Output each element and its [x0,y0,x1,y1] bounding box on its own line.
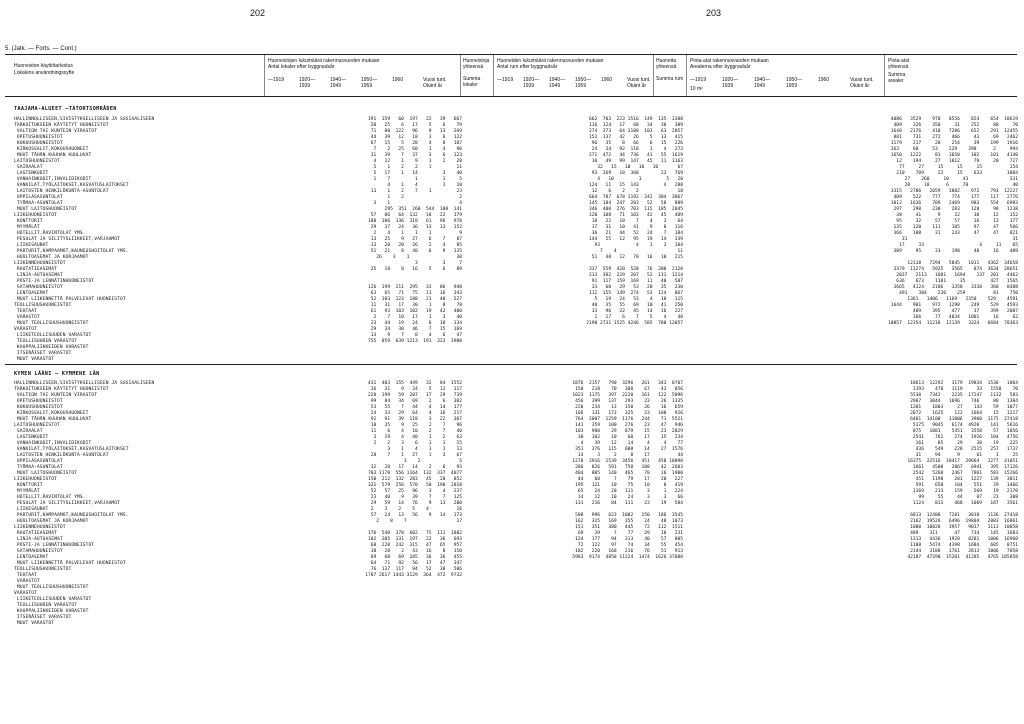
header-group-a-sv: Antal lokaler efter byggnadsår [268,64,335,70]
header-divider-5 [686,55,687,96]
year-header-cell: 1950— 1959 [575,77,592,89]
header-top-rule [5,54,1017,55]
year-header-cell: 1920— 1939 [523,77,540,89]
header-group-a-total-sv: Summa lokaler [463,76,481,88]
year-header-cell: 1940— 1949 [754,77,771,89]
year-header-cell: 1920— 1939 [299,77,316,89]
header-divider-1 [264,55,265,96]
area-title-1: TAAJAMA-ALUEET —TATORTSOMRÅDEN [14,106,117,112]
year-header-cell: Vuosi tunt. Okänt år [423,77,447,89]
header-left-title-sv: Lokalens användningssyfte [14,70,75,76]
header-group-c-sv: Arealerna efter byggnadsår [690,64,751,70]
header-divider-2 [460,55,461,96]
year-header-cell: 1960 [818,77,830,83]
section-title: 5. (Jatk. — Forts. — Cont.) [5,46,77,52]
header-group-c-unit: 10 m² [690,86,703,92]
year-header-cell: 1940— 1949 [330,77,347,89]
block-divider [5,364,1017,365]
group-b-values-2: 1876 2157 790 3296 261 343 8707 150 218 70 308 67 43 856 1023 1175 397 2220 161 122 5096 456 399 137 293 23 26 1335 220 234 13 150 26 16 659 166 131 173 325 23 108 926 764 2007 1259 1176 244 71 5521 141 359 100 276 23 47 946 103 980 29 879 15 23 2029 30 102 10 60 17 15 234 4 39 12 14 4 4 77 351 376 115 688 14 27 1576 14 3 2 8 17 44 1278 2916 1539 3456 451 458 10098 286 826 591 750 108 42 2603 404 805 140 465 70 16 1900 44 60 7 79 17 20 227 195 121 10 75 10 8 419 65 24 20 111 3 1 224 14 12 10 24 3 3 66 131 216 84 111 23 19 584 508 996 623 1082 150 186 3545 162 315 169 355 24 48 1073 151 351 380 445 72 112 1511 69 39 7 77 29 10 231 124 177 94 313 40 57 805 72 122 97 74 34 55 454 182 220 168 216 76 51 913 5983 9174 4858 11224 1474 1626 37088 [572,381,683,560]
page-number-right: 203 [706,8,722,18]
header-group-b-fi: Huoneiden lukumäärä rakennusvuoden mukaan [497,58,604,64]
year-header-cell: —1919 [268,77,285,83]
group-c-values-1: 4086 3529 970 8556 824 654 18619 409 326 350 31 252 88 70 1640 2176 410 7286 652 291 12455 881 731 272 466 43 69 2462 1179 217 28 254 39 199 1916 263 60 53 229 298 2 994 1650 1222 81 1650 102 101 4140 12 194 27 1012 79 20 727 77 27 15 15 15 154 210 709 23 15 633 1804 27 260 10 43 331 20 18 6 70 40 3315 2706 2059 3882 972 793 12227 409 522 777 774 177 117 2776 1012 1636 709 2469 983 554 6983 297 290 230 283 128 98 1238 38 41 9 22 30 12 152 95 32 57 57 16 13 177 135 120 111 105 97 47 566 366 108 31 243 47 47 821 31 31 17 33 4 11 65 309 95 31 198 40 16 489 12118 7294 5845 1011 4362 34658 3379 11274 5925 3565 874 3634 28651 2037 2113 1601 1694 137 201 4462 636 673 1101 35 427 1565 3665 4124 2186 3358 3338 368 8488 491 384 236 259 81 750 1361 1406 1169 2358 529 4591 1644 901 972 1298 249 529 4593 409 395 477 37 399 2087 166 77 4034 1001 16 62 10057 12354 11218 12139 3324 6684 78363 [888,117,1018,326]
year-header-cell: 1950— 1959 [786,77,803,89]
header-group-c-fi: Pinta-alat rakennusvuoden mukaan [690,58,769,64]
header-left-title-fi: Huoneiston käyttötarkoitus [14,63,73,69]
year-header-cell: 1960 [601,77,613,83]
year-header-cell: —1919 [497,77,514,83]
header-group-b-sv: Antal rum efter byggnadsår [497,64,558,70]
header-group-b-total-fi: Huoneita yhteensä [656,58,677,70]
header-group-a-fi: Huoneistojen lukumäärä rakennusvuoden mukaan [268,58,380,64]
year-header-cell: Vuosi tunt. Okänt år [850,77,874,89]
area-title-2: KYMEN LÄÄNI — KYMMENE LÄN [14,371,100,377]
year-header-cell: 1950— 1959 [361,77,378,89]
header-group-b-total-sv: Summa rum [656,76,684,82]
year-header-cell: 1920— 1939 [722,77,739,89]
row-labels-1: HALLINNOLLISEEN,SIVISTYKSELLISEEN JA SOSIAALISEEN TARKOITUKSEEN KÄYTETYT HUONEISTOT VALTION TAI KUNTEIN VIRASTOT OPETUSHUONEISTOT KOKOUSHUONEISTOT KIRKOSSALIT,KOKOUSHUONEET MUUT TÄHÄN KUUHAN KUULUVAT LAITOSHUONEISTOT SAIRAALAT LASTENKODIT VANHAINKODIT,INVALIDIKODIT VANKILAT,TYÖLAITOKSET,KASVATUSLAITOKSET LAITOSTEN HENKILÖKUNTA-ASUNTOLAT OPPILASASUNTOLAT TYÖMAA-ASUNTOLAT MUUT LAITOSHUONEISTOT LIIKEHUONEISTOT KONTTORIT MYYMÄLÄT HOTELLIT,RAVINTOLAT YMS. PESULAT JA SILITYSLIIKKEET,VARJAAMOT LIIKESAUNAT PARTURIT,KAMPAAMOT,KAUNEUSHOITOLAT YMS. HUOLTOASEMAT JA KORJAAMOT LIIKENNEHUONEISTOT RAUTATIEASEMAT LINJA-AUTOASEMAT POSTI-JA LENNÄTINHUONEISTOT SATAMAHUONEISTOT LENTOASEMAT MUUT LIIKENNETTÄ PALVELEVAT HUONEISTOT TEOLLISUUSHUONEISTOT TEHTAAT VARASTOT MUUT TEOLLISUUSHUONEISTOT VARASTOT LIIKETEOLLISUUDEN VARASTOT TEOLLISUUDEN VARASTOT KAUPPALIIKKEIDEN VARASTOT ITSENÄISET VARASTOT MUUT VARASTOT [14,117,155,362]
row-labels-2: HALLINNOLLISEEN,SIVISTYKSELLISEEN JA SOSIAALISEEN TARKOITUKSEEN KÄYTETYT HUONEISTOT VALTION TAI KUNTEIN VIRASTOT OPETUSHUONEISTOT KOKOUSHUONEISTOT KIRKOSSALIT,KOKOUSHUONEET MUUT TÄHÄN KUUHAN KUULUVAT LAITOSHUONEISTOT SAIRAALAT LASTENKODIT VANHAINKODIT,INVALIDIKODIT VANKILAT,TYÖLAITOKSET,KASVATUSLAITOKSET LAITOSTEN HENKILÖKUNTA-ASUNTOLAT OPPILASASUNTOLAT TYÖMAA-ASUNTOLAT MUUT LAITOSHUONEISTOT LIIKEHUONEISTOT KONTTORIT MYYMÄLÄT HOTELLIT,RAVINTOLAT YMS. PESULAT JA SILITYSLIIKKEET,VARJAAMOT LIIKESAUNAT PARTURIT,KAMPAAMOT,KAUNEUSHOITOLAT YMS. HUOLTOASEMAT JA KORJAAMOT LIIKENNEHUONEISTOT RAUTATIEASEMAT LINJA-AUTOASEMAT POSTI-JA LENNÄTINHUONEISTOT SATAMAHUONEISTOT LENTOASEMAT MUUT LIIKENNETTÄ PALVELEVAT HUONEISTOT TEOLLISUUSHUONEISTOT TEHTAAT VARASTOT MUUT TEOLLISUUSHUONEISTOT VARASTOT LIIKETEOLLISUUDEN VARASTOT TEOLLISUUDEN VARASTOT KAUPPALIIKKEIDEN VARASTOT ITSENÄISET VARASTOT MUUT VARASTOT [14,381,155,626]
page-number-left: 202 [250,8,266,18]
header-group-c-total-fi: Pinta-alat yhteensä [888,58,910,70]
header-divider-6 [884,55,885,96]
header-divider-4 [653,55,654,96]
group-c-values-2: 10613 12292 3179 19834 1536 1064 1193 478 1119 33 1550 70 5530 7342 2235 17247 1132 583 2907 3044 1696 746 80 1304 1281 1803 27 143 59 1077 2072 1625 122 1664 15 1217 6401 14100 11006 3960 1175 27418 5175 9045 6174 4920 141 5616 875 1081 5451 3558 57 1056 2541 761 274 1926 104 4756 161 85 29 38 19 225 436 549 228 2515 257 1737 31 94 9 61 1 25 16375 22516 18417 29664 1277 41051 1661 4508 2867 6941 395 17126 2542 5268 2467 7861 583 15266 451 1198 201 1227 139 3011 591 658 104 551 29 1466 1169 213 159 569 19 2170 99 55 44 87 23 308 1124 813 468 1069 187 3561 6813 12488 7281 3018 1136 27418 2162 19526 6496 19804 2883 16861 1080 10828 3957 9017 1113 10858 489 311 47 734 145 1683 1313 4436 1928 8281 1006 16960 1188 5474 4398 1684 605 8751 2144 3188 1761 2813 1006 7858 42187 47290 15201 41285 4765 185858 [907,381,1018,560]
year-header-cell: 1960 [392,77,404,83]
group-a-values-1: 191 159 60 197 22 39 667 20 25 6 17 5 6 79 71 80 122 96 9 13 269 44 39 12 18 3 6 122 67 15 5 28 4 8 107 7 2 25 60 1 4 90 31 39 7 37 3 6 123 4 12 1 9 1 2 28 5 1 2 2 1 11 5 17 1 14 3 40 1 7 1 1 5 4 1 4 1 10 13 1 2 7 1 23 1 2 2 3 1 4 295 351 260 544 108 141 57 86 64 132 18 22 379 180 106 136 319 61 96 978 29 37 24 36 13 13 152 2 4 1 1 1 9 13 25 9 27 6 7 87 13 20 20 26 2 4 85 51 21 8 40 6 9 135 26 3 1 30 3 3 7 25 18 8 16 5 6 89 126 199 211 295 33 86 948 63 65 71 75 11 16 343 52 103 123 188 21 40 527 11 31 17 30 1 8 78 61 93 103 102 19 42 400 2 7 10 17 1 3 40 23 44 19 24 6 18 134 29 34 38 46 7 15 169 13 9 7 8 4 6 47 755 859 639 1213 191 323 3980 [367,117,462,344]
header-divider-3 [493,55,494,96]
header-group-c-total-sv: Summa arealer [888,72,906,84]
year-header-cell: 1940— 1949 [549,77,566,89]
year-header-cell: Vuosi tunt. Okänt år [627,77,651,89]
group-a-values-2: 431 403 155 449 32 84 1552 26 31 9 24 5 12 117 228 199 59 207 17 29 739 99 84 34 69 2 6 302 53 55 7 44 4 14 177 24 33 29 64 4 16 217 92 91 39 118 3 22 367 18 35 9 25 2 7 96 11 6 4 10 2 7 40 3 19 4 40 1 2 63 2 2 3 6 1 1 15 3 1 4 1 1 13 28 7 1 27 1 3 67 3 2 5 32 20 17 14 2 6 93 703 1170 556 1164 132 337 4077 150 212 132 283 45 28 852 321 579 256 570 50 190 2018 52 57 25 96 3 4 237 23 40 9 39 7 7 125 29 59 14 76 9 13 200 2 3 2 5 4 16 57 24 13 56 9 14 173 2 8 7 17 176 540 378 602 75 111 1882 102 205 131 197 22 36 693 68 220 242 315 47 65 957 38 28 2 43 16 8 150 69 60 69 185 36 36 455 64 71 92 56 17 47 347 76 137 117 94 52 30 506 1707 2617 1443 3129 364 472 9732 [365,381,462,578]
header-bottom-rule [5,96,1017,97]
year-header-cell: —1919 [690,77,707,83]
header-group-a-total-fi: Huoneistoja yhteensä [463,58,490,70]
group-b-values-1: 662 703 223 1516 149 135 3388 116 124 17 68 34 30 389 274 373 64 1180 103 63 2057 152 137 42 26 5 13 415 96 35 8 66 6 15 226 24 34 92 118 1 4 273 271 472 44 736 41 55 1619 10 49 99 147 45 11 1163 32 15 10 10 10 67 93 269 10 368 23 769 4 10 1 5 20 124 11 15 143 4 288 12 6 2 2 18 664 787 678 1192 242 304 3867 145 184 247 203 52 58 889 346 400 276 703 115 185 2045 120 108 71 103 42 45 489 18 22 10 7 4 3 64 17 31 10 41 9 8 116 36 21 44 52 24 7 184 144 55 12 95 19 14 339 93 4 1 3 104 7 4 11 51 48 12 78 16 10 215 337 559 420 528 76 200 2120 213 382 229 207 52 131 1214 91 117 159 169 11 40 587 33 60 29 53 20 35 230 112 155 149 274 53 124 867 5 19 24 53 4 10 115 40 35 55 69 10 41 250 33 96 22 45 14 16 227 1 17 6 7 5 4 40 2190 2731 1525 4246 585 780 12057 [586,117,683,326]
